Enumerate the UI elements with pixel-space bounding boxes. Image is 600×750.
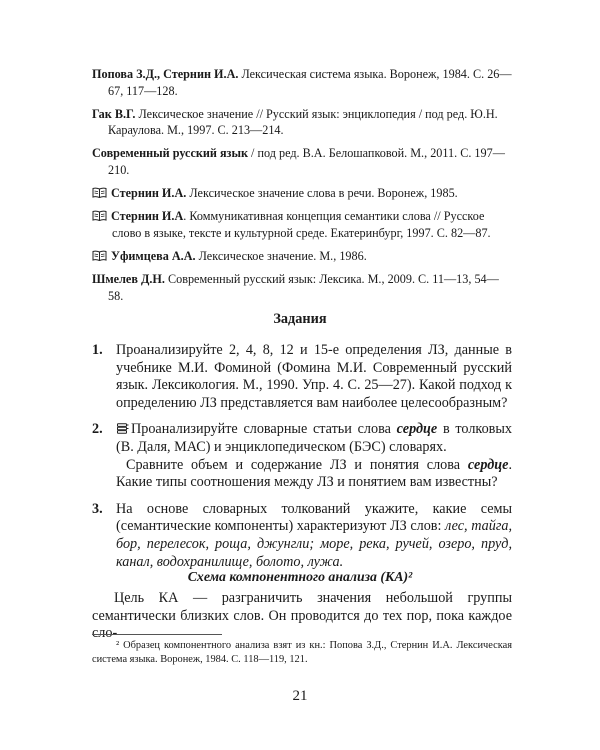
reference-author: Стернин И.А — [111, 209, 184, 224]
reference-item — [92, 145, 512, 178]
task-text: На основе словарных толкований укажите, какие семы (семантические компоненты) характеризуют ЛЗ слов: — [116, 500, 512, 535]
reference-text: Современный русский язык: Лексика. М., 2009. С. 11—13, 54—58. — [108, 271, 499, 303]
keyword: сердце — [467, 456, 509, 473]
task-number: 1. — [92, 342, 103, 358]
reference-text: Лексическое значение // Русский язык: энциклопедия / под ред. Ю.Н. Караулова. М., 1997. С. 213—214. — [108, 106, 498, 138]
folder-stack-icon — [116, 423, 129, 434]
reference-text: Лексическая система языка. Воронеж, 1984. С. 26—67, 117—128. — [108, 67, 512, 98]
page-number: 21 — [292, 688, 308, 704]
reference-item — [92, 248, 512, 265]
task-text: Проанализируйте 2, 4, 8, 12 и 15-е определения ЛЗ, данные в учебнике М.И. Фоминой (Фомина М.И. Современный русский язык. Лексикология. М., 1990. Упр. 4. С. 25—27). Какой подход к определению ЛЗ представляется вам наиболее целесообразным? — [116, 342, 512, 411]
reference-item — [92, 208, 512, 241]
reference-list — [92, 66, 512, 311]
task-text: . Какие типы соотношения между ЛЗ и понятием вам известны? — [116, 456, 512, 491]
task-text: Сравните объем и содержание ЛЗ и понятия слова — [126, 456, 468, 473]
reference-text: Лексическое значение. М., 1986. — [195, 248, 367, 263]
reference-item — [92, 185, 512, 202]
task-item — [92, 501, 512, 571]
task-text: в толковых (В. Даля, МАС) и энциклопедическом (БЭС) словарях. — [116, 421, 512, 455]
task-paragraph — [116, 421, 512, 456]
reference-author: Попова З.Д., Стернин И.А. — [92, 67, 239, 81]
reference-text: / под ред. В.А. Белошапковой. М., 2011. С. 197—210. — [108, 146, 505, 177]
task-item — [92, 421, 512, 491]
footnote-divider — [92, 634, 222, 635]
intro-paragraph: Цель КА — разграничить значения небольшой группы семантически близких слов. Он проводится до тех пор, пока каждое сло- — [92, 590, 512, 642]
task-paragraph — [116, 501, 512, 571]
task-paragraph — [116, 457, 512, 492]
schema-title: Схема компонентного анализа (КА)² — [187, 569, 413, 584]
task-item — [92, 342, 512, 412]
task-number: 2. — [92, 421, 103, 438]
task-number: 3. — [92, 500, 103, 517]
word-list: лес, тайга, бор, перелесок, роща, джунгли; море, река, ручей, озеро, пруд, канал, водохранилище, болото, лужа. — [116, 518, 512, 570]
open-book-icon — [92, 250, 107, 261]
reference-author: Гак В.Г. — [92, 106, 136, 121]
reference-author: Уфимцева А.А. — [111, 248, 196, 263]
reference-author: Шмелев Д.Н. — [92, 271, 165, 286]
section-title: Задания — [273, 311, 327, 327]
reference-item — [92, 106, 512, 139]
reference-item — [92, 271, 512, 304]
footnote: ² Образец компонентного анализа взят из кн.: Попова З.Д., Стернин И.А. Лексическая система языка. Воронеж, 1984. С. 118—119, 121. — [92, 640, 512, 665]
task-list — [92, 342, 512, 580]
reference-item — [92, 66, 512, 99]
reference-author: Современный русский язык — [92, 146, 248, 161]
reference-text: Лексическое значение слова в речи. Воронеж, 1985. — [186, 186, 458, 201]
task-text: Проанализируйте словарные статьи слова — [131, 421, 397, 438]
reference-text: . Коммуникативная концепция семантики слова // Русское слово в языке, тексте и культурной среде. Екатеринбург, 1997. С. 82—87. — [112, 209, 491, 240]
open-book-icon — [92, 187, 107, 198]
keyword: сердце — [396, 421, 438, 438]
open-book-icon — [92, 210, 107, 221]
reference-author: Стернин И.А. — [111, 186, 187, 201]
